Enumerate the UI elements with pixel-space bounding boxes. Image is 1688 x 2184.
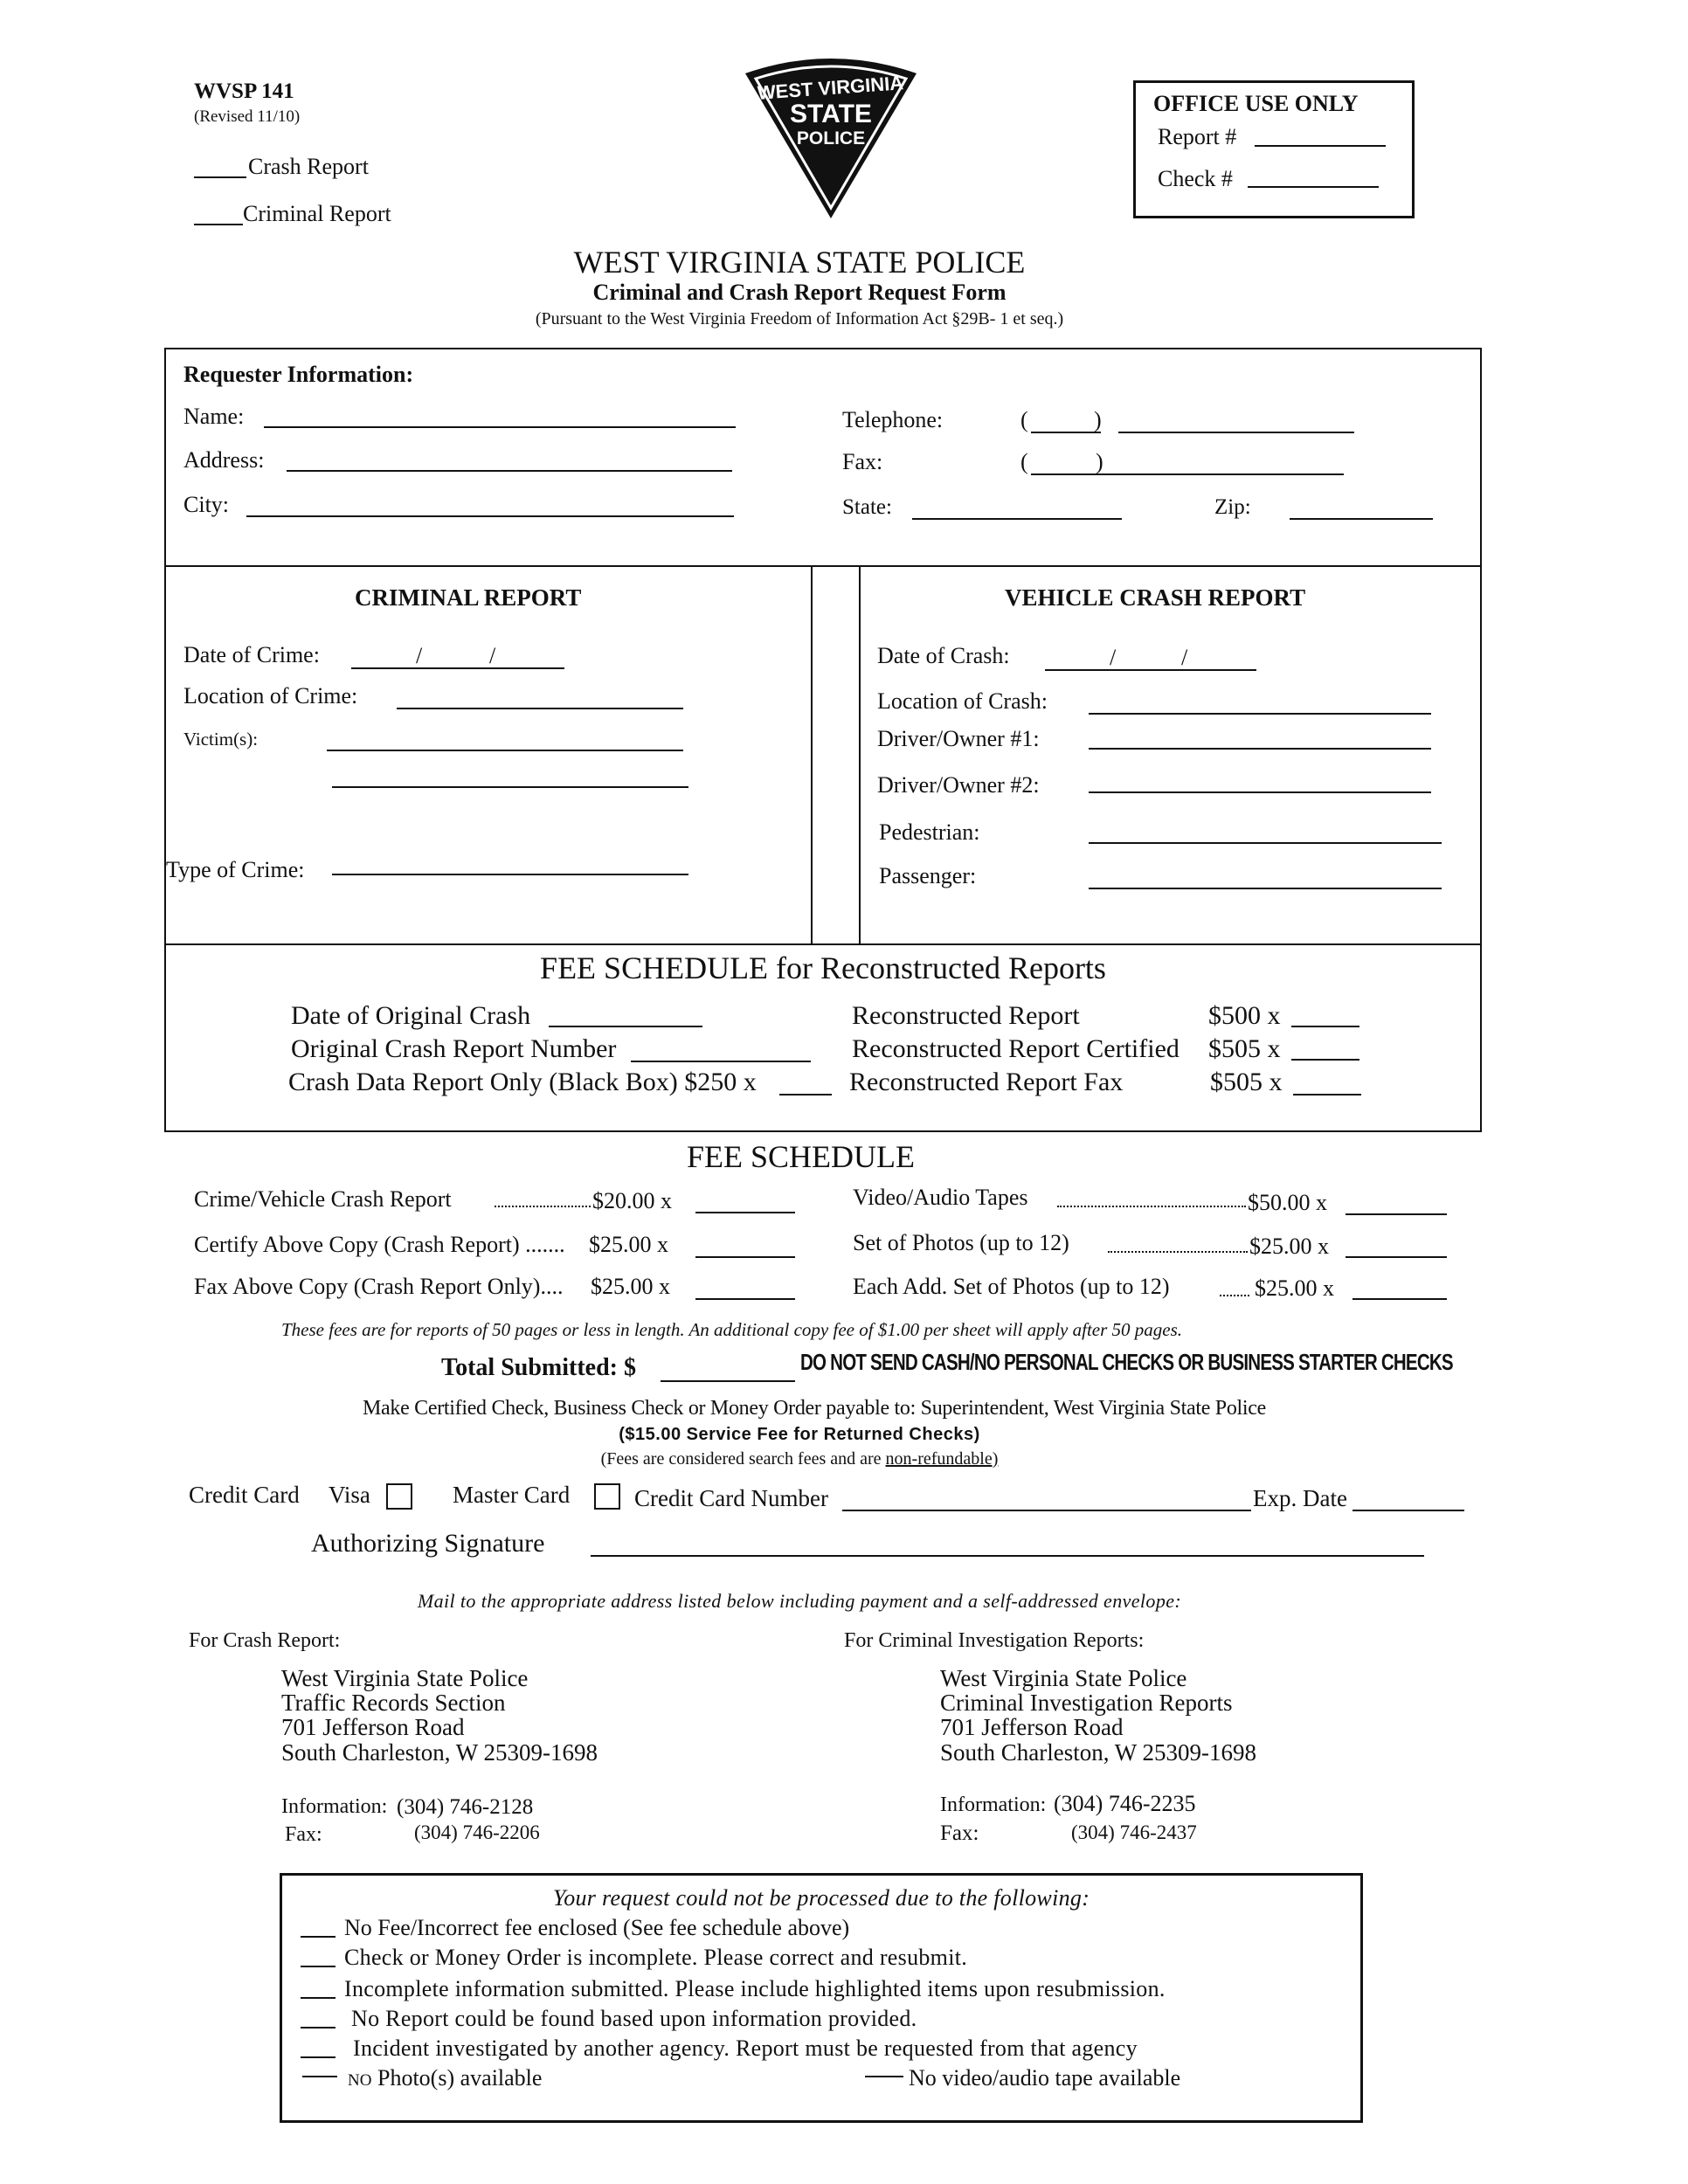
reject-no-report-checkline[interactable]	[301, 2027, 336, 2028]
driver-owner-1-field[interactable]	[1089, 748, 1431, 750]
driver-owner-1-label: Driver/Owner #1:	[877, 726, 1040, 751]
reject-check-incomplete-checkline[interactable]	[301, 1966, 336, 1967]
victims-field-1[interactable]	[327, 750, 683, 751]
reject-incomplete-info-text: Incomplete information submitted. Please include highlighted items upon resubmission.	[344, 1976, 1166, 2001]
location-of-crime-label: Location of Crime:	[183, 683, 358, 708]
city-label: City:	[183, 492, 230, 517]
reject-incomplete-info-checkline[interactable]	[301, 1997, 336, 1999]
fee-certify-copy-price: $25.00 x	[589, 1232, 668, 1257]
criminal-report-option-label: Criminal Report	[243, 201, 391, 226]
date-of-crash-label: Date of Crash:	[877, 643, 1010, 668]
reconstructed-fax-price: $505 x	[1210, 1068, 1283, 1096]
reconstructed-fee-heading: FEE SCHEDULE for Reconstructed Reports	[540, 950, 1106, 985]
credit-card-number-label: Credit Card Number	[634, 1485, 828, 1511]
reject-check-incomplete-text: Check or Money Order is incomplete. Please correct and resubmit.	[344, 1945, 968, 1970]
reject-no-video-text: No video/audio tape available	[909, 2065, 1181, 2091]
address-label: Address:	[183, 447, 265, 473]
crash-info-label: Information:	[281, 1795, 388, 1818]
telephone-number-field[interactable]	[1118, 432, 1354, 433]
reject-no-photo-checkline[interactable]	[302, 2076, 337, 2077]
divider-requester	[164, 565, 1482, 567]
original-crash-report-number-field[interactable]	[631, 1061, 811, 1062]
reject-no-video-checkline[interactable]	[865, 2076, 903, 2077]
criminal-fax-label: Fax:	[940, 1821, 979, 1845]
black-box-report-qty-field[interactable]	[779, 1094, 832, 1095]
office-check-number-label: Check #	[1158, 166, 1233, 191]
pedestrian-label: Pedestrian:	[879, 819, 980, 845]
page-title: WEST VIRGINIA STATE POLICE	[573, 245, 1026, 280]
reject-no-fee-checkline[interactable]	[301, 1936, 336, 1938]
criminal-fax-phone: (304) 746-2437	[1071, 1821, 1197, 1843]
fee-additional-photo-set-dots	[1220, 1295, 1249, 1296]
criminal-report-heading: CRIMINAL REPORT	[355, 584, 582, 611]
fee-additional-photo-set-qty-field[interactable]	[1352, 1298, 1447, 1300]
fax-number-field[interactable]	[1031, 473, 1344, 475]
reconstructed-fax-qty-field[interactable]	[1293, 1094, 1361, 1095]
fee-certify-copy-qty-field[interactable]	[695, 1256, 795, 1258]
no-cash-warning: DO NOT SEND CASH/NO PERSONAL CHECKS OR BUSINESS STARTER CHECKS	[800, 1349, 1453, 1375]
criminal-address-line-1: West Virginia State Police	[940, 1665, 1187, 1691]
date-of-crash-slash-1: /	[1110, 645, 1117, 670]
fee-fax-copy-label: Fax Above Copy (Crash Report Only)....	[194, 1274, 564, 1299]
vehicle-crash-report-heading: VEHICLE CRASH REPORT	[1005, 584, 1306, 611]
non-refundable-text: non-refundable)	[885, 1449, 999, 1469]
exp-date-label: Exp. Date	[1253, 1485, 1347, 1511]
crash-fax-label: Fax:	[285, 1823, 322, 1846]
office-use-title: OFFICE USE ONLY	[1153, 91, 1359, 116]
fee-photo-set-label: Set of Photos (up to 12)	[853, 1230, 1069, 1255]
mail-instruction: Mail to the appropriate address listed below including payment and a self-addressed envelope:	[417, 1590, 1182, 1612]
driver-owner-2-field[interactable]	[1089, 791, 1431, 793]
form-subtitle: Criminal and Crash Report Request Form	[592, 280, 1007, 305]
reconstructed-fax-label: Reconstructed Report Fax	[849, 1068, 1124, 1096]
reject-no-photo-text: Photo(s) available	[377, 2065, 543, 2091]
reject-no-report-text: No Report could be found based upon information provided.	[351, 2006, 917, 2031]
returned-check-fee: ($15.00 Service Fee for Returned Checks)	[619, 1425, 980, 1444]
original-crash-report-number-label: Original Crash Report Number	[291, 1034, 617, 1063]
date-of-crash-field[interactable]	[1045, 669, 1256, 671]
fee-photo-set-price: $25.00 x	[1249, 1234, 1329, 1259]
search-fee-note-text: (Fees are considered search fees and are	[600, 1449, 886, 1469]
reject-no-fee-text: No Fee/Incorrect fee enclosed (See fee schedule above)	[344, 1915, 850, 1940]
authorizing-signature-label: Authorizing Signature	[311, 1529, 545, 1558]
statute-note: (Pursuant to the West Virginia Freedom of Information Act §29B- 1 et seq.)	[535, 309, 1064, 328]
credit-card-label: Credit Card	[189, 1482, 300, 1508]
date-of-crime-slash-1: /	[416, 643, 423, 668]
crash-info-phone: (304) 746-2128	[397, 1795, 534, 1819]
fee-fax-copy-price: $25.00 x	[591, 1274, 670, 1299]
zip-field[interactable]	[1290, 518, 1433, 520]
date-of-crime-field[interactable]	[351, 667, 564, 669]
pedestrian-field[interactable]	[1089, 842, 1442, 844]
fee-fax-copy-qty-field[interactable]	[695, 1298, 795, 1300]
fee-video-audio-price: $50.00 x	[1248, 1190, 1327, 1215]
state-police-badge-logo	[738, 54, 924, 222]
location-of-crash-field[interactable]	[1089, 713, 1431, 715]
master-card-label: Master Card	[453, 1482, 571, 1508]
type-of-crime-field[interactable]	[332, 874, 688, 875]
requester-heading: Requester Information:	[183, 362, 414, 387]
victims-label: Victim(s):	[183, 729, 259, 750]
date-of-crime-label: Date of Crime:	[183, 642, 320, 667]
fee-additional-photo-set-price: $25.00 x	[1255, 1275, 1334, 1301]
victims-field-2[interactable]	[332, 786, 688, 788]
fee-crime-vehicle-qty-field[interactable]	[695, 1212, 795, 1213]
zip-label: Zip:	[1214, 495, 1251, 519]
crash-report-checkline[interactable]	[194, 176, 246, 178]
state-label: State:	[842, 495, 892, 519]
date-of-crash-slash-2: /	[1181, 645, 1188, 670]
crash-report-option-label: Crash Report	[248, 154, 369, 179]
search-fee-note	[0, 1450, 1599, 1468]
logo-text-police: POLICE	[796, 128, 866, 149]
master-card-checkbox[interactable]	[594, 1483, 620, 1510]
reject-other-agency-text: Incident investigated by another agency. Report must be requested from that agency	[353, 2035, 1138, 2061]
fee-additional-photo-set-label: Each Add. Set of Photos (up to 12)	[853, 1274, 1170, 1299]
telephone-paren-close: )	[1094, 407, 1102, 432]
logo-text-state: STATE	[790, 100, 872, 128]
fax-paren-close: )	[1096, 449, 1103, 474]
form-number: WVSP 141	[194, 79, 294, 103]
reject-no-photo-prefix: NO	[348, 2071, 372, 2090]
credit-card-number-field[interactable]	[842, 1510, 1251, 1511]
fee-video-audio-label: Video/Audio Tapes	[853, 1185, 1028, 1210]
driver-owner-2-label: Driver/Owner #2:	[877, 772, 1040, 798]
fee-video-audio-dots	[1057, 1206, 1246, 1207]
office-check-number-field[interactable]	[1248, 186, 1379, 188]
telephone-paren-open: (	[1020, 407, 1028, 432]
fee-video-audio-qty-field[interactable]	[1346, 1213, 1447, 1215]
fee-certify-copy-label: Certify Above Copy (Crash Report) .......	[194, 1232, 565, 1257]
reject-other-agency-checkline[interactable]	[301, 2056, 336, 2058]
visa-label: Visa	[329, 1482, 370, 1508]
black-box-report-label: Crash Data Report Only (Black Box) $250 x	[288, 1068, 757, 1096]
divider-reconstructed	[164, 943, 1482, 945]
criminal-report-checkline[interactable]	[194, 224, 243, 225]
passenger-field[interactable]	[1089, 888, 1442, 889]
crash-fax-phone: (304) 746-2206	[414, 1821, 540, 1843]
exp-date-field[interactable]	[1352, 1510, 1464, 1511]
crash-address-line-4: South Charleston, W 25309-1698	[281, 1739, 598, 1766]
crash-mail-heading: For Crash Report:	[189, 1629, 341, 1652]
passenger-label: Passenger:	[879, 863, 977, 888]
name-field[interactable]	[264, 426, 736, 428]
original-crash-date-field[interactable]	[549, 1026, 702, 1027]
fee-crime-vehicle-dots	[495, 1206, 591, 1207]
criminal-info-label: Information:	[940, 1794, 1047, 1816]
office-report-number-field[interactable]	[1255, 145, 1386, 147]
fee-schedule-heading: FEE SCHEDULE	[687, 1139, 915, 1174]
address-field[interactable]	[287, 470, 732, 472]
fee-crime-vehicle-price: $20.00 x	[592, 1188, 672, 1213]
total-submitted-label: Total Submitted: $	[441, 1354, 637, 1381]
fee-photo-set-qty-field[interactable]	[1346, 1256, 1447, 1258]
name-label: Name:	[183, 404, 245, 429]
visa-checkbox[interactable]	[386, 1483, 412, 1510]
crash-address-line-3: 701 Jefferson Road	[281, 1714, 465, 1740]
location-of-crash-label: Location of Crash:	[877, 688, 1048, 714]
revised-date: (Revised 11/10)	[194, 107, 301, 126]
fax-paren-open: (	[1020, 449, 1028, 474]
location-of-crime-field[interactable]	[397, 708, 683, 709]
telephone-area-code-field[interactable]	[1031, 432, 1101, 433]
fee-crime-vehicle-label: Crime/Vehicle Crash Report	[194, 1186, 452, 1212]
reconstructed-report-label: Reconstructed Report	[852, 1001, 1080, 1030]
divider-col-right	[859, 565, 861, 943]
office-report-number-label: Report #	[1158, 124, 1237, 149]
crash-address-line-1: West Virginia State Police	[281, 1665, 529, 1691]
rejection-heading: Your request could not be processed due to the following:	[552, 1885, 1090, 1911]
city-field[interactable]	[246, 515, 734, 517]
criminal-info-phone: (304) 746-2235	[1054, 1791, 1196, 1816]
criminal-address-line-2: Criminal Investigation Reports	[940, 1690, 1233, 1716]
fee-photo-set-dots	[1108, 1251, 1248, 1253]
criminal-address-line-3: 701 Jefferson Road	[940, 1714, 1124, 1740]
divider-col-left	[811, 565, 813, 943]
total-submitted-field[interactable]	[661, 1380, 795, 1382]
reconstructed-certified-qty-field[interactable]	[1291, 1059, 1359, 1061]
reconstructed-report-qty-field[interactable]	[1291, 1026, 1359, 1027]
date-of-crime-slash-2: /	[489, 643, 496, 668]
payable-instructions: Make Certified Check, Business Check or Money Order payable to: Superintendent, West Virginia State Police	[363, 1397, 1266, 1420]
reconstructed-report-price: $500 x	[1208, 1001, 1281, 1030]
type-of-crime-label: Type of Crime:	[166, 857, 305, 882]
criminal-mail-heading: For Criminal Investigation Reports:	[844, 1629, 1145, 1652]
authorizing-signature-field[interactable]	[591, 1555, 1424, 1557]
fee-page-limit-note: These fees are for reports of 50 pages or less in length. An additional copy fee of $1.00 per sheet will apply after 50 pages.	[281, 1319, 1183, 1340]
crash-address-line-2: Traffic Records Section	[281, 1690, 506, 1716]
state-field[interactable]	[912, 518, 1122, 520]
telephone-label: Telephone:	[842, 407, 944, 432]
reconstructed-certified-price: $505 x	[1208, 1034, 1281, 1063]
fax-label: Fax:	[842, 449, 883, 474]
criminal-address-line-4: South Charleston, W 25309-1698	[940, 1739, 1256, 1766]
logo-text-west-virginia: WEST VIRGINIA	[757, 72, 904, 104]
original-crash-date-label: Date of Original Crash	[291, 1001, 531, 1030]
reconstructed-certified-label: Reconstructed Report Certified	[852, 1034, 1180, 1063]
